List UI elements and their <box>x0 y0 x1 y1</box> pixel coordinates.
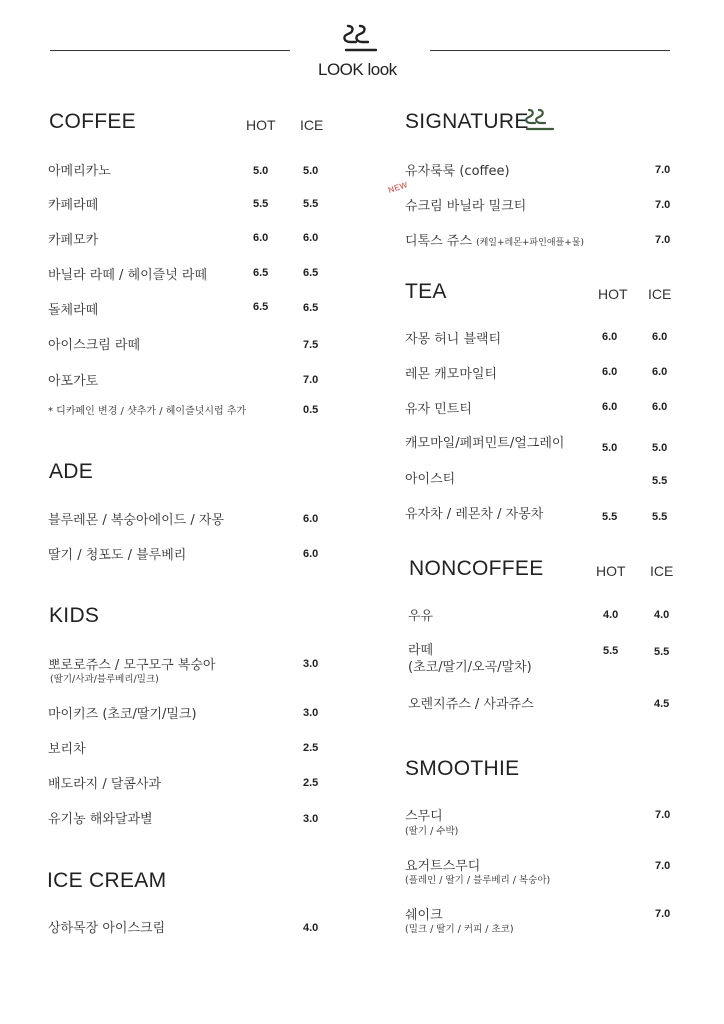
icecream-item-name: 상하목장 아이스크림 <box>48 921 166 936</box>
noncoffee-hot-header: HOT <box>596 563 626 579</box>
tea-item-hot-price: 6.0 <box>602 401 618 413</box>
coffee-item-ice-price: 6.5 <box>303 267 319 279</box>
coffee-item-hot-price: 6.0 <box>253 232 269 244</box>
signature-item-detail: (케일+레몬+파인애플+물) <box>476 238 584 248</box>
coffee-section-title: COFFEE <box>49 110 136 133</box>
kids-item-options: (딸기/사과/블루베리/밀크) <box>50 674 159 685</box>
brand-logo-text: LOOK look <box>318 60 397 79</box>
kids-item-name: 배도라지 / 달콤사과 <box>48 777 162 792</box>
kids-item-price: 2.5 <box>303 777 319 789</box>
signature-item-price: 7.0 <box>655 234 671 246</box>
signature-item-price: 7.0 <box>655 164 671 176</box>
coffee-item-hot-price: 6.5 <box>253 301 269 313</box>
tea-item-name: 자몽 허니 블랙티 <box>405 332 502 347</box>
coffee-item-ice-price: 6.5 <box>303 302 319 314</box>
tea-item-ice-price: 5.0 <box>652 442 668 454</box>
ade-item-price: 6.0 <box>303 548 319 560</box>
tea-item-ice-price: 6.0 <box>652 401 668 413</box>
coffee-item-name: 돌체라떼 <box>48 303 99 318</box>
smoothie-item-name: 스무디 <box>405 809 443 824</box>
ade-section-title: ADE <box>49 460 94 483</box>
noncoffee-item-ice-price: 4.0 <box>654 609 670 621</box>
noncoffee-item-options: (초코/딸기/오곡/말차) <box>408 660 532 675</box>
smoothie-item-price: 7.0 <box>655 860 671 872</box>
smoothie-item-options: (딸기 / 수박) <box>405 826 459 837</box>
tea-item-name: 아이스티 <box>405 472 456 487</box>
steam-waves-icon <box>340 22 384 58</box>
kids-item-price: 2.5 <box>303 742 319 754</box>
signature-item-name: 유자룩룩 (coffee) <box>405 164 510 179</box>
tea-ice-header: ICE <box>648 286 672 302</box>
tea-item-ice-price: 5.5 <box>652 511 668 523</box>
coffee-item-ice-price: 7.0 <box>303 374 319 386</box>
tea-item-name: 캐모마일/페퍼민트/얼그레이 <box>405 436 565 451</box>
coffee-item-ice-price: 6.0 <box>303 232 319 244</box>
kids-item-price: 3.0 <box>303 658 319 670</box>
tea-item-hot-price: 6.0 <box>602 331 618 343</box>
noncoffee-item-hot-price: 4.0 <box>603 609 619 621</box>
new-badge: NEW <box>387 180 410 195</box>
icecream-item-price: 4.0 <box>303 922 319 934</box>
coffee-item-name: 아포가토 <box>48 374 99 389</box>
coffee-hot-header: HOT <box>246 117 276 133</box>
coffee-item-ice-price: 5.5 <box>303 198 319 210</box>
smoothie-section-title: SMOOTHIE <box>405 757 520 780</box>
signature-item-name: 슈크림 바닐라 밀크티 <box>405 199 527 214</box>
header-rule-left <box>50 50 290 51</box>
coffee-item-name: 카페모카 <box>48 233 99 248</box>
smoothie-item-options: (플레인 / 딸기 / 블루베리 / 복숭아) <box>405 875 551 886</box>
coffee-item-hot-price: 5.5 <box>253 198 269 210</box>
coffee-item-name: 아메리카노 <box>48 164 111 179</box>
noncoffee-item-name: 우유 <box>408 609 434 624</box>
tea-item-name: 유자차 / 레몬차 / 자몽차 <box>405 507 544 522</box>
kids-item-price: 3.0 <box>303 813 319 825</box>
smoothie-item-options: (밀크 / 딸기 / 커피 / 초코) <box>405 924 514 935</box>
coffee-item-hot-price: 5.0 <box>253 165 269 177</box>
noncoffee-section-title: NONCOFFEE <box>409 557 544 580</box>
tea-item-ice-price: 6.0 <box>652 331 668 343</box>
tea-item-hot-price: 6.0 <box>602 366 618 378</box>
signature-item-title: 디톡스 쥬스 <box>405 234 477 249</box>
tea-item-ice-price: 5.5 <box>652 475 668 487</box>
tea-item-ice-price: 6.0 <box>652 366 668 378</box>
noncoffee-item-hot-price: 5.5 <box>603 645 619 657</box>
signature-section-title: SIGNATURE <box>405 110 529 133</box>
ade-item-price: 6.0 <box>303 513 319 525</box>
ade-item-name: 딸기 / 청포도 / 블루베리 <box>48 548 187 563</box>
signature-item-price: 7.0 <box>655 199 671 211</box>
smoothie-item-name: 요거트스무디 <box>405 859 481 874</box>
noncoffee-item-ice-price: 4.5 <box>654 698 670 710</box>
kids-item-name: 마이키즈 (초코/딸기/밀크) <box>48 707 197 722</box>
coffee-ice-header: ICE <box>300 117 324 133</box>
signature-waves-icon <box>523 108 557 132</box>
coffee-addon-price: 0.5 <box>303 404 319 416</box>
kids-item-name: 유기농 해와달과별 <box>48 812 153 827</box>
signature-item-name <box>405 230 584 249</box>
kids-item-price: 3.0 <box>303 707 319 719</box>
coffee-addon-note: * 디카페인 변경 / 샷추가 / 헤이즐넛시럽 추가 <box>48 406 247 417</box>
coffee-item-name: 바닐라 라떼 / 헤이즐넛 라떼 <box>48 268 208 283</box>
tea-item-hot-price: 5.5 <box>602 511 618 523</box>
tea-item-hot-price: 5.0 <box>602 442 618 454</box>
coffee-item-hot-price: 6.5 <box>253 267 269 279</box>
coffee-item-name: 카페라떼 <box>48 198 99 213</box>
noncoffee-item-name: 오렌지쥬스 / 사과쥬스 <box>408 697 534 712</box>
kids-section-title: KIDS <box>49 604 100 627</box>
tea-section-title: TEA <box>405 280 447 303</box>
coffee-item-ice-price: 5.0 <box>303 165 319 177</box>
smoothie-item-price: 7.0 <box>655 908 671 920</box>
noncoffee-ice-header: ICE <box>650 563 674 579</box>
tea-item-name: 유자 민트티 <box>405 402 472 417</box>
coffee-item-ice-price: 7.5 <box>303 339 319 351</box>
tea-hot-header: HOT <box>598 286 628 302</box>
coffee-item-name: 아이스크림 라떼 <box>48 338 141 353</box>
kids-item-name: 보리차 <box>48 742 86 757</box>
header-rule-right <box>430 50 670 51</box>
noncoffee-item-ice-price: 5.5 <box>654 646 670 658</box>
kids-item-name: 뽀로로쥬스 / 모구모구 복숭아 <box>48 658 216 673</box>
icecream-section-title: ICE CREAM <box>47 869 167 892</box>
ade-item-name: 블루레몬 / 복숭아에이드 / 자몽 <box>48 513 224 528</box>
tea-item-name: 레몬 캐모마일티 <box>405 367 498 382</box>
noncoffee-item-name: 라떼 <box>408 643 434 658</box>
smoothie-item-price: 7.0 <box>655 809 671 821</box>
smoothie-item-name: 쉐이크 <box>405 908 443 923</box>
